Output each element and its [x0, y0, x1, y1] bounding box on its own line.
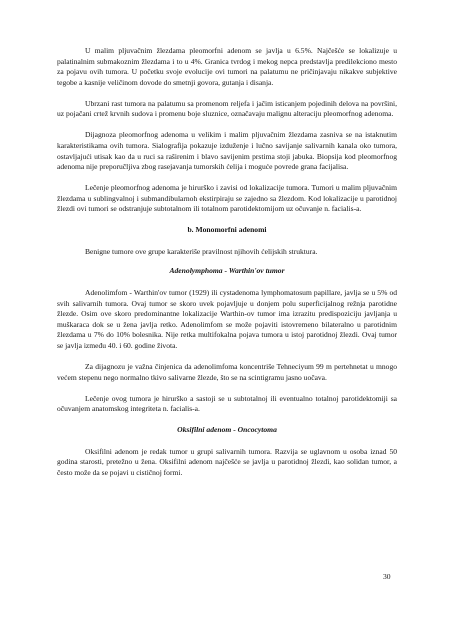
paragraph-malignant-alteration: Ubrzani rast tumora na palatumu sa promenom reljefa i jačim isticanjem pojedinih delova na površini, uz pojačani crtež krvnih sudova i promenu boje sluznice, označavaju malignu alteraciju pleomorfnog adenoma. [57, 98, 397, 119]
paragraph-warthin-treatment: Lečenje ovog tumora je hirurško a sastoji se u subtotalnoj ili eventualno totalnoj parotidektomiji sa očuvanjem anatomskog integriteta n. facialis-a. [57, 393, 397, 414]
paragraph-diagnosis: Dijagnoza pleomorfnog adenoma u velikim i malim pljuvačnim žlezdama zasniva se na istaknutim karakteristikama ovih tumora. Sialografija pokazuje izduženje i lučno savijanje salivarnih kanala oko tumora, ostavljajući utisak kao da u ruci sa raširenim i blavo savijenim prstima stoji jabuka. Biopsija kod pleomorfnog adenoma nije preporučljiva zbog rasejavanja tumorskih ćelija i moguće povrede grana facijalisa. [57, 130, 397, 172]
paragraph-warthin-diagnosis: Za dijagnozu je važna činjenica da adenolimfoma koncentriše Tehneciyum 99 m pertehnetat u mnogo većem stepenu nego normalno tkivo salivarne žlezde, što se na scintigramu jasno uočava. [57, 362, 397, 382]
paragraph-oncocytoma: Oksifilni adenom je redak tumor u grupi salivarnih tumora. Razvija se uglavnom u osoba iznad 50 godina starosti, pretežno u žena. Oksifilni adenom najčešće se javlja u parotidnoj žlezdi, kao solidan tumor, a često može da se pojavi u cističnoj formi. [57, 446, 397, 477]
section-heading-monomorphic: b. Monomorfni adenomi [187, 225, 267, 235]
paragraph-warthin-description: Adenolimfom - Warthin'ov tumor (1929) ili cystadenoma lymphomatosum papillare, javlja se u 5% od svih salivarnih tumora. Ovaj tumor se skoro uvek pojavljuje u donjem polu superficijalnog režnja parotidne žlezde. Osim ove skoro predominantne lokalizacije Warthin-ov tumor ima izrazitu predispoziciju javljanja u muškaraca dok se u žena javlja retko. Adenolimfom se može pojaviti istovremeno bilateralno u parotidnim žlezdama u 7% do 10% bolesnika. Nije retka multifokalna pojava tumora u istoj parotidnoj žlezdi. Ovaj tumor se javlja između 40. i 60. godine života. [57, 288, 397, 351]
page-number: 30 [383, 572, 391, 581]
page-body [57, 46, 397, 489]
paragraph-section-intro: Benigne tumore ove grupe karakteriše pravilnost njihovih ćelijskih struktura. [85, 246, 318, 256]
subheading-warthin: Adenolymphoma - Warthin'ov tumor [169, 266, 285, 276]
subheading-oncocytoma: Oksifilni adenom - Oncocytoma [177, 425, 277, 435]
paragraph-treatment: Lečenje pleomorfnog adenoma je hirurško i zavisi od lokalizacije tumora. Tumori u malim pljuvačnim žlezdama u sublingvalnoj i submandibularnoh ekstirpiraju se zajedno sa žlezdom. Kod lokalizacije u parotidnoj žlezdi ovi tumori se odstranjuje subtotalnom ili totalnom parotidektomijom uz očuvanje n. facialis-a. [57, 183, 397, 214]
paragraph-pleomorphic-minor-glands: U malim pljuvačnim žlezdama pleomorfni adenom se javlja u 6.5%. Najčešće se lokalizuje u palatinalnim submakoznim žlezdama i to u 4%. Granica tvrdog i mekog nepca predstavlja predilekciono mesto za pojavu ovih tumora. U početku svoje evolucije ovi tumori na palatumu ne pričinjavaju nikakve subjektive tegobe a kasnije veličinom dovode do smetnji govora, gutanja i disanja. [57, 46, 397, 87]
